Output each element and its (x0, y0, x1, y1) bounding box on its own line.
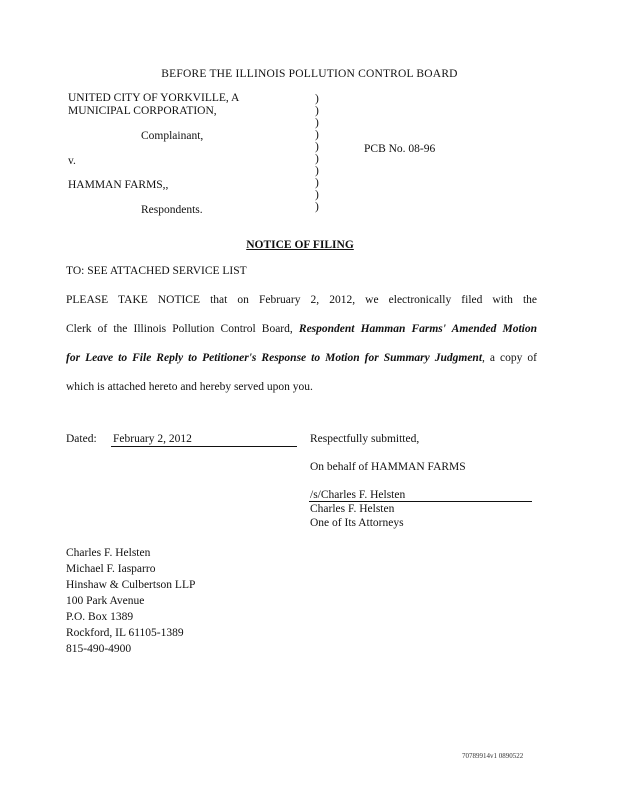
motion-title-part1: Respondent Hamman Farms' Amended Motion (298, 323, 538, 335)
case-number: PCB No. 08-96 (364, 143, 436, 155)
bracket-line: ) (315, 105, 319, 117)
versus-label: v. (68, 155, 76, 167)
complainant-name-line1: UNITED CITY OF YORKVILLE, A (68, 92, 240, 104)
respondent-role: Respondents. (141, 204, 203, 216)
notice-body-line2 (66, 323, 537, 335)
attorney-address-line: P.O. Box 1389 (66, 611, 134, 623)
bracket-line: ) (315, 201, 319, 213)
dated-value: February 2, 2012 (113, 433, 192, 445)
signature-line (309, 501, 532, 502)
bracket-line: ) (315, 141, 319, 153)
respondent-name: HAMMAN FARMS,, (68, 179, 169, 191)
bracket-line: ) (315, 117, 319, 129)
bracket-line: ) (315, 129, 319, 141)
notice-body-line1: PLEASE TAKE NOTICE that on February 2, 2012, we electronically filed with the (66, 294, 537, 306)
notice-body-line3 (66, 352, 537, 364)
court-heading: BEFORE THE ILLINOIS POLLUTION CONTROL BOARD (161, 68, 458, 80)
attorney-address-line: Hinshaw & Culbertson LLP (66, 579, 196, 591)
on-behalf-of: On behalf of HAMMAN FARMS (310, 461, 466, 473)
respectfully-submitted: Respectfully submitted, (310, 433, 420, 445)
attorney-address-line: 100 Park Avenue (66, 595, 145, 607)
signer-title: One of Its Attorneys (310, 517, 404, 529)
bracket-line: ) (315, 177, 319, 189)
complainant-role: Complainant, (141, 130, 204, 142)
attorney-address-line: Rockford, IL 61105-1389 (66, 627, 184, 639)
notice-body-line4: which is attached hereto and hereby served upon you. (66, 381, 313, 393)
service-list-line: TO: SEE ATTACHED SERVICE LIST (66, 265, 247, 277)
bracket-line: ) (315, 165, 319, 177)
date-underline (111, 446, 297, 447)
notice-body-text: Clerk of the Illinois Pollution Control Board, (66, 323, 293, 335)
motion-title-part2: for Leave to File Reply to Petitioner's Response to Motion for Summary Judgment (66, 352, 483, 364)
complainant-name-line2: MUNICIPAL CORPORATION, (68, 105, 217, 117)
notice-title: NOTICE OF FILING (246, 239, 354, 251)
bracket-line: ) (315, 93, 319, 105)
notice-body-text: , a copy of (482, 352, 537, 364)
bracket-line: ) (315, 189, 319, 201)
attorney-address-line: Charles F. Helsten (66, 547, 151, 559)
document-id: 70789914v1 0890522 (462, 752, 524, 760)
signer-name: Charles F. Helsten (310, 503, 395, 515)
attorney-address-line: Michael F. Iasparro (66, 563, 156, 575)
electronic-signature: /s/Charles F. Helsten (310, 489, 406, 501)
bracket-line: ) (315, 153, 319, 165)
attorney-address-line: 815-490-4900 (66, 643, 132, 655)
dated-label: Dated: (66, 433, 97, 445)
